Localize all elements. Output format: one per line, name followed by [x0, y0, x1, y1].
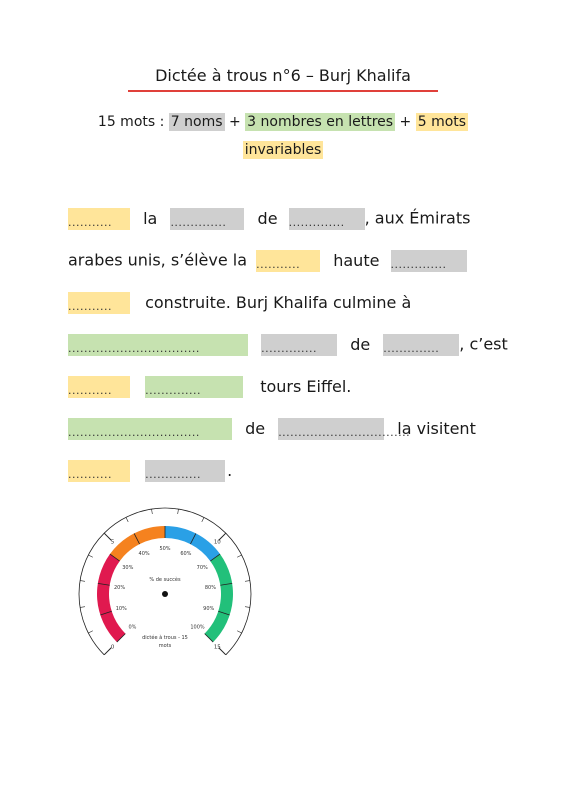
blank-number[interactable]: .............. — [145, 376, 243, 398]
gauge-scale-tick — [88, 555, 92, 557]
subtitle-numbers: 3 nombres en lettres — [247, 114, 394, 130]
subtitle — [60, 108, 506, 164]
text-fragment: . — [227, 460, 233, 480]
text-fragment: de — [245, 418, 266, 438]
text-line-1 — [68, 207, 470, 230]
blank-invariable[interactable]: ........... — [68, 460, 130, 482]
text-fragment: , aux Émirats — [364, 208, 471, 228]
text-fragment: tours Eiffel. — [260, 376, 352, 396]
blank-noun[interactable]: ................................. — [278, 418, 384, 440]
subtitle-nouns: 7 noms — [170, 114, 223, 130]
gauge-scale-label: 15 — [213, 644, 221, 651]
text-line-5 — [68, 375, 351, 398]
blank-number[interactable]: ................................. — [68, 418, 232, 440]
gauge-scale-tick — [237, 631, 241, 633]
gauge-center-label: % de succès — [149, 577, 181, 583]
gauge-scale-tick — [237, 555, 241, 557]
text-line-4 — [68, 333, 508, 356]
gauge-band-segment — [205, 554, 233, 642]
page-title: Dictée à trous n°6 – Burj Khalifa — [155, 66, 411, 85]
text-fragment: , c’est — [459, 334, 508, 354]
text-fragment: construite. Burj Khalifa culmine à — [145, 292, 412, 312]
gauge-scale-tick — [245, 607, 250, 608]
blank-invariable[interactable]: ........... — [68, 208, 130, 230]
blank-noun[interactable]: .............. — [170, 208, 244, 230]
gauge-scale-tick — [178, 509, 179, 514]
text-fragment: la visitent — [397, 418, 476, 438]
blank-noun[interactable]: .............. — [289, 208, 365, 230]
text-fragment: de — [257, 208, 278, 228]
gauge-scale-label: 0 — [110, 644, 115, 651]
subtitle-plus: + — [395, 114, 416, 130]
text-fragment: haute — [333, 250, 380, 270]
gauge-caption: dictée à trous - 15 — [142, 635, 188, 641]
gauge-scale-label: 10 — [213, 539, 221, 546]
gauge-percent-label: 60% — [180, 551, 192, 558]
blank-number[interactable]: ................................. — [68, 334, 248, 356]
text-fragment: arabes unis, s’élève la — [68, 250, 248, 270]
gauge-scale-tick — [126, 517, 128, 521]
blank-invariable[interactable]: ........... — [68, 292, 130, 314]
gauge-needle-pivot — [162, 591, 168, 597]
gauge-percent-label: 0% — [128, 624, 137, 631]
gauge-band-segment — [165, 526, 220, 561]
text-fragment: la — [143, 208, 158, 228]
text-line-6 — [68, 417, 476, 440]
gauge-percent-label: 20% — [114, 584, 126, 591]
text-line-3 — [68, 291, 411, 314]
subtitle-invariables: 5 mots — [417, 114, 467, 130]
blank-noun[interactable]: .............. — [383, 334, 459, 356]
blank-noun[interactable]: .............. — [145, 460, 225, 482]
gauge-percent-label: 80% — [204, 584, 216, 591]
gauge-percent-label: 30% — [122, 564, 134, 571]
gauge-band-segment — [97, 554, 125, 642]
gauge-scale-tick — [245, 581, 250, 582]
gauge-percent-label: 70% — [196, 564, 208, 571]
subtitle-prefix: 15 mots : — [97, 114, 169, 130]
subtitle-plus: + — [224, 114, 246, 130]
text-fragment: de — [350, 334, 371, 354]
gauge-scale-tick — [88, 631, 92, 633]
subtitle-invariables-2: invariables — [244, 142, 322, 158]
blank-invariable[interactable]: ........... — [256, 250, 320, 272]
gauge-percent-label: 40% — [138, 551, 150, 558]
blank-invariable[interactable]: ........... — [68, 376, 130, 398]
text-line-7 — [68, 459, 232, 482]
title-underline — [128, 90, 438, 92]
gauge-percent-label: 50% — [159, 546, 171, 552]
gauge-scale-label: 5 — [110, 539, 115, 546]
gauge-caption: mots — [158, 643, 172, 649]
blank-noun[interactable]: .............. — [391, 250, 467, 272]
gauge-scale-tick — [202, 517, 204, 521]
gauge-scale-tick — [152, 509, 153, 514]
gauge-band-segment — [110, 526, 165, 561]
gauge-percent-label: 90% — [203, 606, 215, 613]
gauge-percent-label: 10% — [115, 606, 127, 613]
blank-noun[interactable]: .............. — [261, 334, 337, 356]
gauge-percent-label: 100% — [190, 624, 205, 631]
success-gauge — [70, 505, 260, 655]
gauge-scale-tick — [80, 581, 85, 582]
text-line-2 — [68, 249, 467, 272]
gauge-scale-tick — [80, 607, 85, 608]
